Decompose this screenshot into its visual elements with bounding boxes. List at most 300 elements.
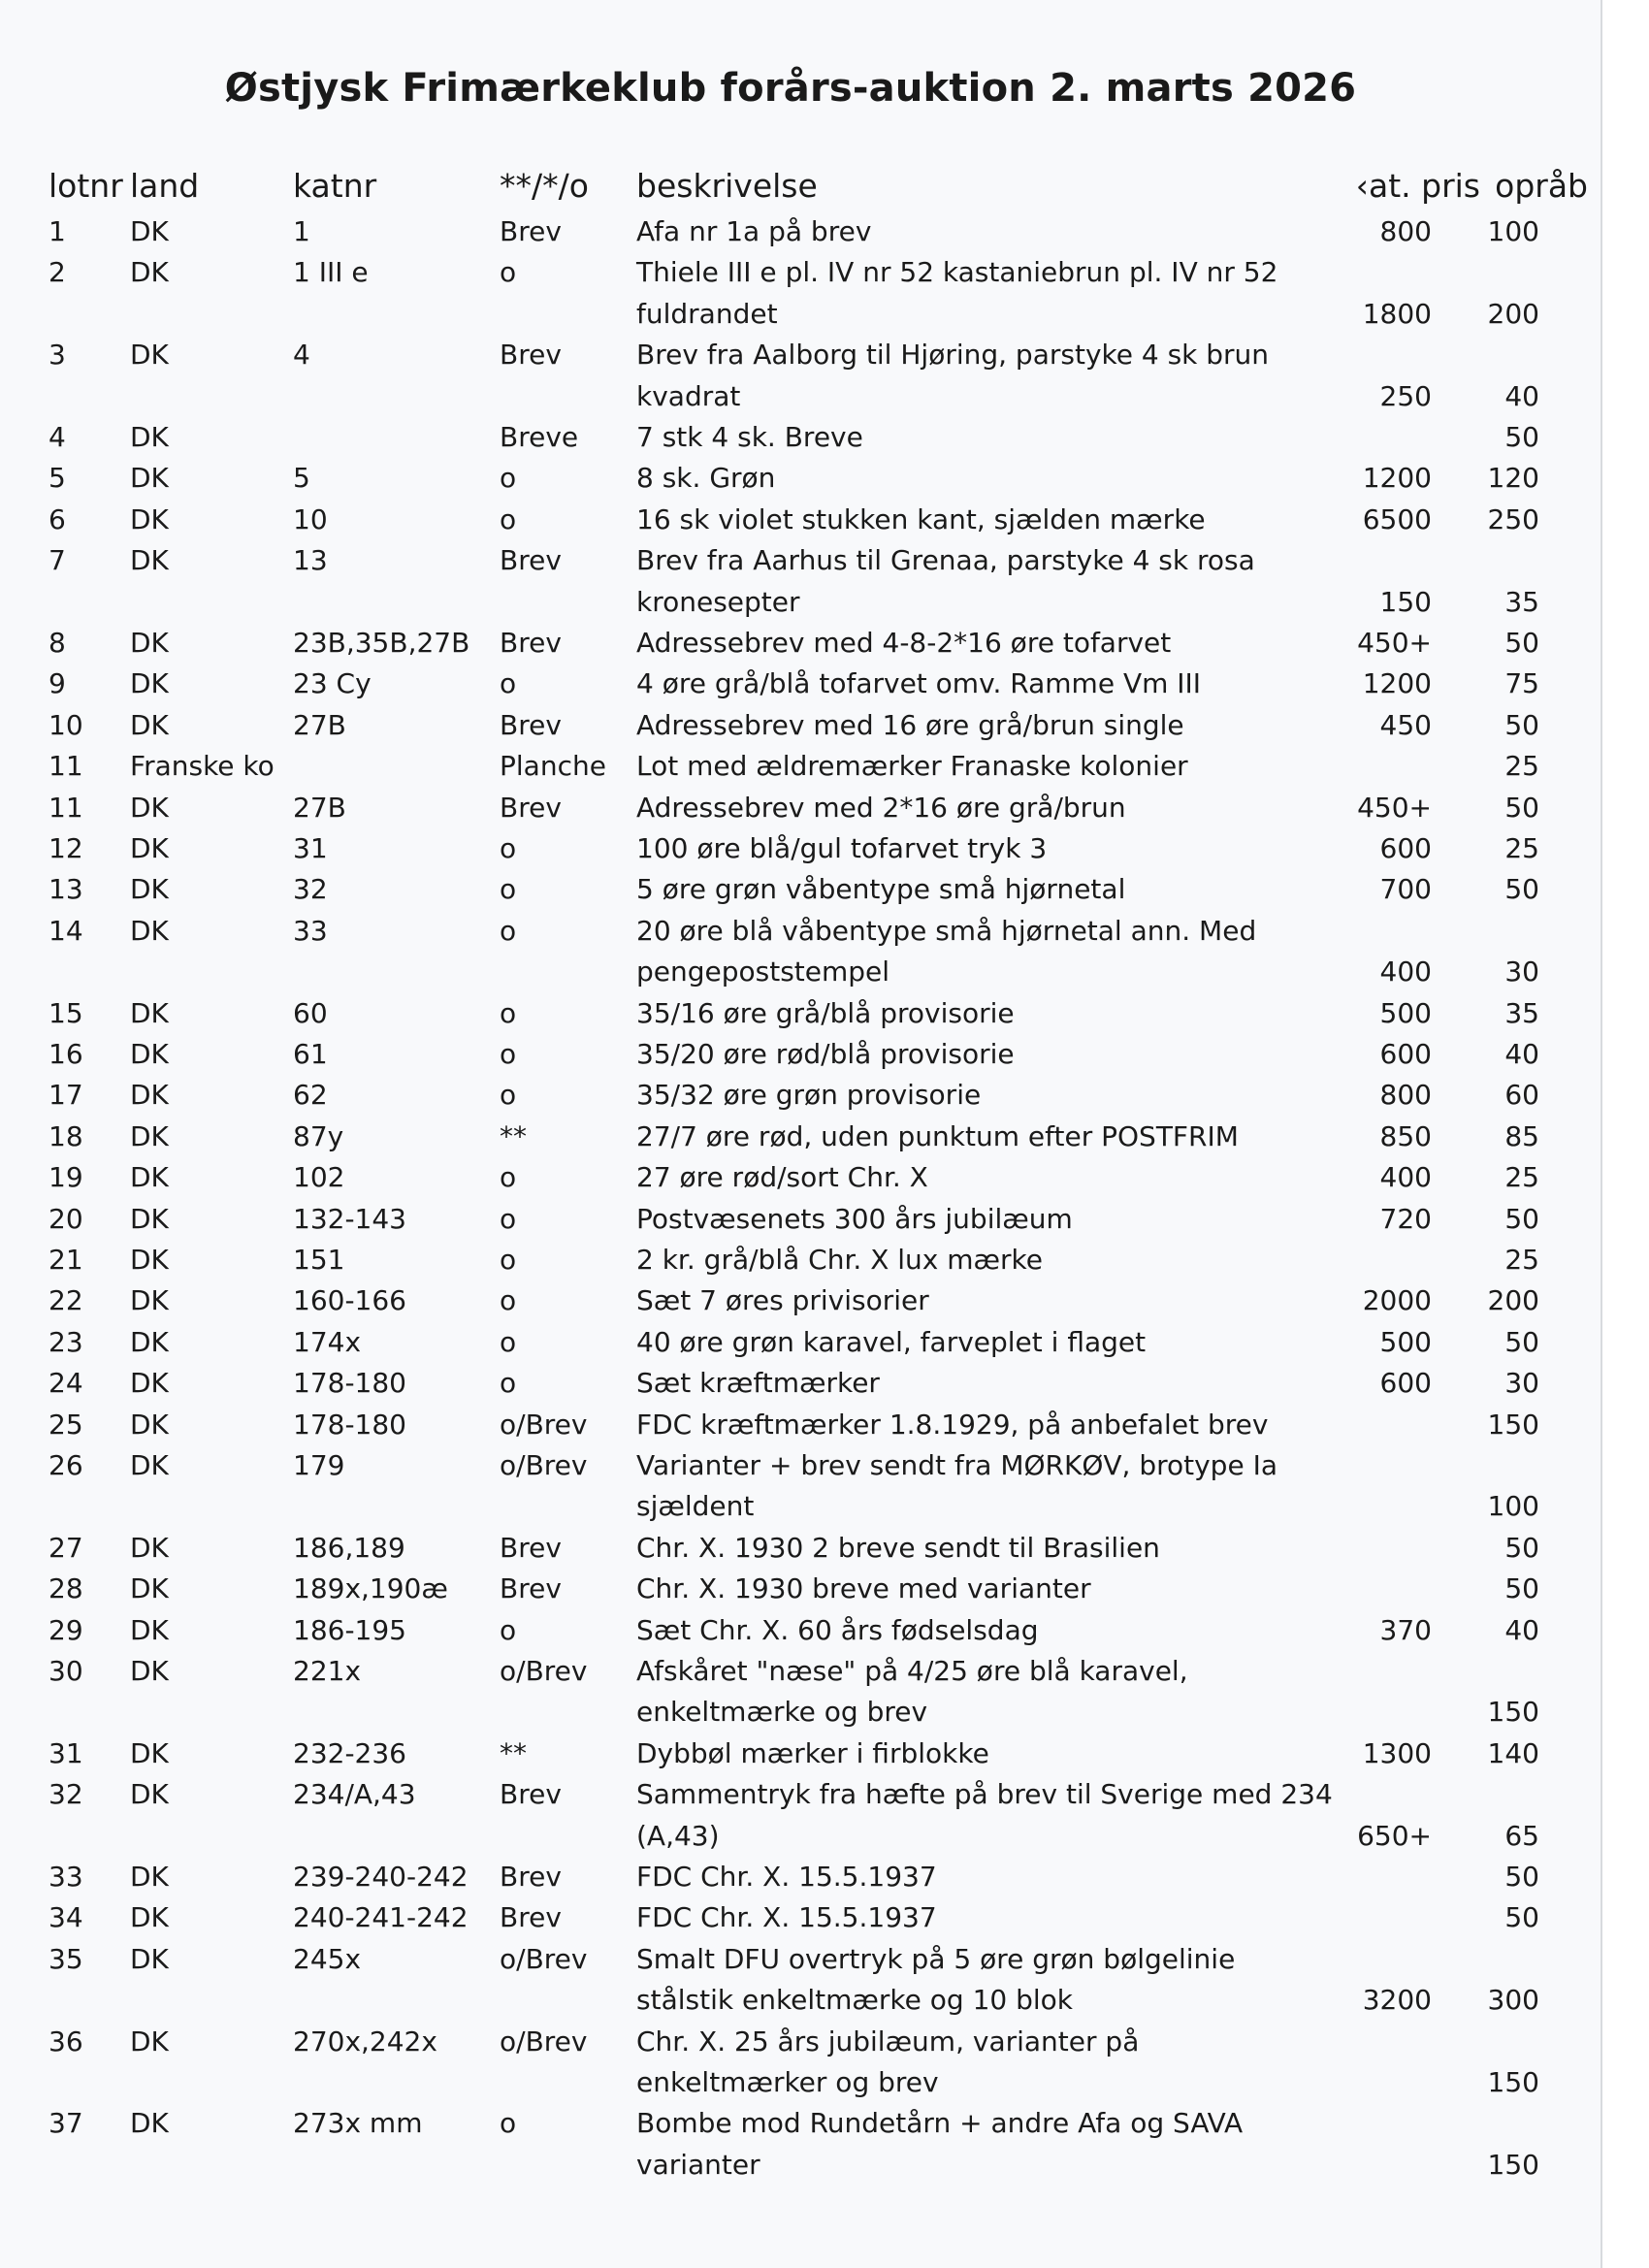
lot-catalog-number: 1 [293, 215, 310, 247]
lot-catalog-price: 1200 [1362, 462, 1432, 495]
lot-country: DK [130, 462, 169, 495]
lot-catalog-price: 450 [1379, 708, 1432, 741]
lot-catalog-price: 450+ [1357, 627, 1432, 659]
lot-condition: Brev [500, 215, 562, 247]
lot-catalog-number: 27B [293, 791, 346, 824]
lot-number: 30 [48, 1655, 83, 1687]
lot-starting-bid: 35 [1504, 585, 1539, 618]
lot-description-line: Adressebrev med 2*16 øre grå/brun [636, 791, 1126, 824]
lot-description-line: Brev fra Aalborg til Hjøring, parstyke 4 sk brun [636, 339, 1270, 372]
lot-description-line: 100 øre blå/gul tofarvet tryk 3 [636, 832, 1048, 864]
lot-starting-bid: 75 [1504, 667, 1539, 700]
lot-row [0, 828, 1600, 869]
lot-condition: o [500, 914, 517, 947]
lot-number: 11 [48, 791, 83, 824]
lot-catalog-number: 178-180 [293, 1367, 406, 1400]
lot-catalog-number: 179 [293, 1449, 345, 1481]
lot-description-line: 35/20 øre rød/blå provisorie [636, 1038, 1015, 1070]
lot-number: 6 [48, 502, 66, 535]
lot-starting-bid: 25 [1504, 1244, 1539, 1276]
lot-condition: o [500, 832, 517, 864]
lot-starting-bid: 50 [1504, 1202, 1539, 1235]
lot-condition: o [500, 2107, 517, 2140]
lot-description-line: 40 øre grøn karavel, farveplet i flaget [636, 1325, 1147, 1358]
lot-country: DK [130, 215, 169, 247]
lot-country: DK [130, 1119, 169, 1152]
lot-catalog-number: 234/A,43 [293, 1778, 416, 1811]
header-katnr: katnr [293, 167, 377, 205]
lot-description-line: pengepoststempel [636, 956, 890, 988]
lot-number: 26 [48, 1449, 83, 1481]
lot-row [0, 1280, 1600, 1321]
lot-condition: Brev [500, 791, 562, 824]
lot-description-line: 35/32 øre grøn provisorie [636, 1079, 982, 1112]
lot-description-line: kvadrat [636, 379, 741, 412]
lot-number: 14 [48, 914, 83, 947]
lot-row [0, 1569, 1600, 1609]
lot-row [0, 911, 1600, 993]
lot-description-line: Chr. X. 1930 2 breve sendt til Brasilien [636, 1531, 1160, 1564]
lot-description-line: Sæt kræftmærker [636, 1367, 880, 1400]
lot-row [0, 664, 1600, 704]
lot-country: DK [130, 2107, 169, 2140]
lot-condition: o [500, 873, 517, 906]
lot-condition: Breve [500, 421, 579, 453]
lot-catalog-price: 250 [1379, 379, 1432, 412]
lot-country: DK [130, 1038, 169, 1070]
lot-number: 27 [48, 1531, 83, 1564]
lot-catalog-number: 221x [293, 1655, 362, 1687]
lot-starting-bid: 50 [1504, 791, 1539, 824]
lot-condition: o/Brev [500, 1408, 588, 1441]
lot-catalog-price: 720 [1379, 1202, 1432, 1235]
lot-condition: Brev [500, 339, 562, 372]
lot-starting-bid: 150 [1487, 2148, 1539, 2181]
lot-condition: o [500, 1244, 517, 1276]
lot-country: DK [130, 996, 169, 1029]
lot-country: DK [130, 1861, 169, 1893]
lot-catalog-number: 87y [293, 1119, 344, 1152]
lot-row [0, 993, 1600, 1034]
lot-catalog-price: 400 [1379, 956, 1432, 988]
lot-description-line: Sammentryk fra hæfte på brev til Sverige med 234 [636, 1778, 1333, 1811]
lot-starting-bid: 50 [1504, 1901, 1539, 1934]
lot-catalog-number: 10 [293, 502, 328, 535]
lot-starting-bid: 50 [1504, 1572, 1539, 1605]
lot-number: 4 [48, 421, 66, 453]
lot-row [0, 1445, 1600, 1528]
lot-starting-bid: 65 [1504, 1819, 1539, 1852]
lot-description-line: Chr. X. 1930 breve med varianter [636, 1572, 1091, 1605]
lot-starting-bid: 50 [1504, 1325, 1539, 1358]
lot-description-line: Adressebrev med 4-8-2*16 øre tofarvet [636, 627, 1172, 659]
lot-catalog-number: 232-236 [293, 1736, 406, 1769]
lot-starting-bid: 25 [1504, 1161, 1539, 1194]
lot-condition: o/Brev [500, 1655, 588, 1687]
header-beskrivelse: beskrivelse [636, 167, 818, 205]
lot-starting-bid: 150 [1487, 2065, 1539, 2098]
lot-catalog-number: 102 [293, 1161, 345, 1194]
lot-row [0, 705, 1600, 746]
lot-condition: o/Brev [500, 2025, 588, 2057]
lot-starting-bid: 35 [1504, 996, 1539, 1029]
lot-number: 7 [48, 544, 66, 577]
lot-catalog-price: 400 [1379, 1161, 1432, 1194]
lot-catalog-number: 60 [293, 996, 328, 1029]
lot-row [0, 1075, 1600, 1116]
lot-catalog-number: 151 [293, 1244, 345, 1276]
lot-catalog-price: 800 [1379, 215, 1432, 247]
lot-catalog-number: 1 III e [293, 256, 369, 289]
lot-description-line: Afa nr 1a på brev [636, 215, 872, 247]
lot-description-line: kronesepter [636, 585, 800, 618]
lot-catalog-price: 600 [1379, 1038, 1432, 1070]
lot-catalog-price: 370 [1379, 1613, 1432, 1646]
lot-starting-bid: 50 [1504, 708, 1539, 741]
lot-row [0, 1939, 1600, 2022]
lot-description-line: FDC Chr. X. 15.5.1937 [636, 1861, 937, 1893]
lot-country: DK [130, 667, 169, 700]
lot-condition: Brev [500, 1901, 562, 1934]
lot-description-line: Smalt DFU overtryk på 5 øre grøn bølgelinie [636, 1942, 1236, 1975]
lot-condition: o [500, 667, 517, 700]
lot-row [0, 2022, 1600, 2104]
lot-condition: o/Brev [500, 1449, 588, 1481]
lot-number: 33 [48, 1861, 83, 1893]
lot-catalog-number: 239-240-242 [293, 1861, 469, 1893]
lot-number: 28 [48, 1572, 83, 1605]
lot-catalog-price: 650+ [1357, 1819, 1432, 1852]
page-title: Østjysk Frimærkeklub forårs-auktion 2. marts 2026 [224, 66, 1357, 111]
lot-number: 1 [48, 215, 66, 247]
lot-starting-bid: 200 [1487, 1284, 1539, 1317]
lot-condition: Brev [500, 544, 562, 577]
lot-number: 24 [48, 1367, 83, 1400]
lot-condition: ** [500, 1736, 527, 1769]
lot-country: DK [130, 708, 169, 741]
lot-description-line: enkeltmærker og brev [636, 2065, 939, 2098]
lot-number: 16 [48, 1038, 83, 1070]
lot-catalog-number: 174x [293, 1325, 362, 1358]
lot-country: DK [130, 1202, 169, 1235]
lot-country: DK [130, 791, 169, 824]
lot-condition: Brev [500, 708, 562, 741]
lot-country: DK [130, 1531, 169, 1564]
lot-description-line: 7 stk 4 sk. Breve [636, 421, 863, 453]
lot-number: 19 [48, 1161, 83, 1194]
lot-starting-bid: 50 [1504, 1861, 1539, 1893]
lot-condition: Brev [500, 627, 562, 659]
lot-catalog-number: 245x [293, 1942, 362, 1975]
lot-number: 31 [48, 1736, 83, 1769]
lot-number: 11 [48, 750, 83, 783]
lot-description-line: Varianter + brev sendt fra MØRKØV, brotype Ia [636, 1449, 1277, 1481]
lot-catalog-number: 189x,190æ [293, 1572, 448, 1605]
lot-country: DK [130, 1572, 169, 1605]
scan-edge [1600, 0, 1649, 2268]
lot-catalog-price: 450+ [1357, 791, 1432, 824]
lot-row [0, 1897, 1600, 1938]
lot-starting-bid: 25 [1504, 832, 1539, 864]
lot-condition: o [500, 1284, 517, 1317]
lot-number: 18 [48, 1119, 83, 1152]
lot-row [0, 458, 1600, 499]
lot-row [0, 1774, 1600, 1857]
lot-condition: Planche [500, 750, 606, 783]
lot-condition: o/Brev [500, 1942, 588, 1975]
lot-condition: Brev [500, 1572, 562, 1605]
lot-number: 21 [48, 1244, 83, 1276]
lot-number: 3 [48, 339, 66, 372]
lot-number: 15 [48, 996, 83, 1029]
lot-catalog-number: 62 [293, 1079, 328, 1112]
lot-country: DK [130, 914, 169, 947]
lot-country: DK [130, 2025, 169, 2057]
lot-catalog-price: 500 [1379, 996, 1432, 1029]
lot-country: DK [130, 1079, 169, 1112]
lot-condition: o [500, 502, 517, 535]
lot-starting-bid: 40 [1504, 1613, 1539, 1646]
lot-description-line: stålstik enkeltmærke og 10 blok [636, 1984, 1073, 2017]
lot-country: DK [130, 256, 169, 289]
lot-condition: Brev [500, 1861, 562, 1893]
lot-condition: o [500, 1202, 517, 1235]
lot-row [0, 2103, 1600, 2186]
lot-description-line: 35/16 øre grå/blå provisorie [636, 996, 1015, 1029]
lot-row [0, 788, 1600, 828]
lot-description-line: Bombe mod Rundetårn + andre Afa og SAVA [636, 2107, 1244, 2140]
lot-starting-bid: 150 [1487, 1696, 1539, 1729]
lot-catalog-number: 33 [293, 914, 328, 947]
lot-starting-bid: 85 [1504, 1119, 1539, 1152]
lot-country: DK [130, 1778, 169, 1811]
lot-country: DK [130, 1161, 169, 1194]
lot-catalog-price: 700 [1379, 873, 1432, 906]
header-katpris: ‹at. pris [1355, 167, 1480, 205]
lot-catalog-number: 186,189 [293, 1531, 405, 1564]
lot-description-line: 5 øre grøn våbentype små hjørnetal [636, 873, 1126, 906]
lot-number: 17 [48, 1079, 83, 1112]
lot-description-line: fuldrandet [636, 297, 778, 330]
lot-number: 34 [48, 1901, 83, 1934]
lot-description-line: Adressebrev med 16 øre grå/brun single [636, 708, 1184, 741]
lot-country: DK [130, 1284, 169, 1317]
lot-row [0, 1528, 1600, 1569]
lot-condition: o [500, 256, 517, 289]
lot-number: 20 [48, 1202, 83, 1235]
lot-row [0, 1610, 1600, 1651]
lot-row [0, 1733, 1600, 1774]
lot-number: 32 [48, 1778, 83, 1811]
lot-catalog-number: 27B [293, 708, 346, 741]
lot-description-line: Sæt 7 øres privisorier [636, 1284, 929, 1317]
lot-description-line: Postvæsenets 300 års jubilæum [636, 1202, 1073, 1235]
lot-country: DK [130, 339, 169, 372]
lot-row [0, 417, 1600, 458]
lot-description-line: 8 sk. Grøn [636, 462, 776, 495]
lot-catalog-number: 240-241-242 [293, 1901, 469, 1934]
lot-country: Franske ko [130, 750, 275, 783]
lot-condition: ** [500, 1119, 527, 1152]
lot-row [0, 623, 1600, 664]
lot-description-line: Afskåret "næse" på 4/25 øre blå karavel, [636, 1655, 1188, 1687]
header-land: land [130, 167, 200, 205]
lot-catalog-price: 800 [1379, 1079, 1432, 1112]
lot-number: 36 [48, 2025, 83, 2057]
lot-row [0, 1034, 1600, 1075]
lot-condition: Brev [500, 1778, 562, 1811]
lot-description-line: 2 kr. grå/blå Chr. X lux mærke [636, 1244, 1044, 1276]
lot-country: DK [130, 1244, 169, 1276]
lot-catalog-price: 150 [1379, 585, 1432, 618]
lot-description-line: Dybbøl mærker i firblokke [636, 1736, 989, 1769]
lot-starting-bid: 200 [1487, 297, 1539, 330]
lot-row [0, 211, 1600, 252]
lot-starting-bid: 50 [1504, 1531, 1539, 1564]
lot-country: DK [130, 1613, 169, 1646]
lot-catalog-price: 2000 [1362, 1284, 1432, 1317]
lot-description-line: varianter [636, 2148, 760, 2181]
lot-country: DK [130, 1408, 169, 1441]
lot-row [0, 746, 1600, 787]
lot-catalog-number: 31 [293, 832, 328, 864]
lot-row [0, 1240, 1600, 1280]
header-condition: **/*/o [500, 167, 589, 205]
lot-country: DK [130, 421, 169, 453]
lot-catalog-number: 273x mm [293, 2107, 423, 2140]
lot-row [0, 1363, 1600, 1404]
header-opraab: opråb [1495, 167, 1588, 205]
lot-catalog-number: 13 [293, 544, 328, 577]
lot-catalog-price: 3200 [1362, 1984, 1432, 2017]
lot-starting-bid: 40 [1504, 1038, 1539, 1070]
lot-catalog-number: 23 Cy [293, 667, 372, 700]
lot-description-line: sjældent [636, 1490, 755, 1523]
lot-catalog-price: 600 [1379, 1367, 1432, 1400]
lot-condition: o [500, 1079, 517, 1112]
lot-country: DK [130, 832, 169, 864]
lot-catalog-number: 186-195 [293, 1613, 406, 1646]
lot-catalog-number: 23B,35B,27B [293, 627, 470, 659]
lot-description-line: Thiele III e pl. IV nr 52 kastaniebrun pl. IV nr 52 [636, 256, 1278, 289]
lot-starting-bid: 50 [1504, 421, 1539, 453]
header-lotnr: lotnr [48, 167, 123, 205]
lot-condition: o [500, 1613, 517, 1646]
lot-country: DK [130, 1449, 169, 1481]
lot-country: DK [130, 502, 169, 535]
lot-country: DK [130, 1901, 169, 1934]
lot-country: DK [130, 627, 169, 659]
lot-row [0, 1322, 1600, 1363]
lot-row [0, 1857, 1600, 1897]
lot-condition: o [500, 1325, 517, 1358]
lot-starting-bid: 25 [1504, 750, 1539, 783]
lot-catalog-number: 132-143 [293, 1202, 406, 1235]
lot-catalog-number: 32 [293, 873, 328, 906]
lot-row [0, 1199, 1600, 1240]
lot-country: DK [130, 1942, 169, 1975]
lot-catalog-price: 6500 [1362, 502, 1432, 535]
lot-description-line: Brev fra Aarhus til Grenaa, parstyke 4 sk rosa [636, 544, 1255, 577]
lot-row [0, 540, 1600, 623]
lot-country: DK [130, 873, 169, 906]
lot-description-line: FDC Chr. X. 15.5.1937 [636, 1901, 937, 1934]
lot-row [0, 335, 1600, 417]
lot-starting-bid: 100 [1487, 215, 1539, 247]
lot-row [0, 1651, 1600, 1733]
lot-condition: o [500, 462, 517, 495]
lot-catalog-price: 600 [1379, 832, 1432, 864]
lot-starting-bid: 150 [1487, 1408, 1539, 1441]
lot-description-line: (A,43) [636, 1819, 720, 1852]
lot-catalog-number: 160-166 [293, 1284, 406, 1317]
lot-starting-bid: 250 [1487, 502, 1539, 535]
lot-starting-bid: 100 [1487, 1490, 1539, 1523]
lot-catalog-number: 270x,242x [293, 2025, 437, 2057]
lot-description-line: enkeltmærke og brev [636, 1696, 928, 1729]
lot-starting-bid: 30 [1504, 1367, 1539, 1400]
lot-catalog-price: 500 [1379, 1325, 1432, 1358]
lot-starting-bid: 60 [1504, 1079, 1539, 1112]
lot-number: 35 [48, 1942, 83, 1975]
lot-country: DK [130, 544, 169, 577]
lot-starting-bid: 140 [1487, 1736, 1539, 1769]
lot-description-line: 27 øre rød/sort Chr. X [636, 1161, 928, 1194]
lot-description-line: 4 øre grå/blå tofarvet omv. Ramme Vm III [636, 667, 1202, 700]
lot-number: 2 [48, 256, 66, 289]
lot-number: 12 [48, 832, 83, 864]
lot-row [0, 1405, 1600, 1445]
lot-row [0, 1157, 1600, 1198]
lot-condition: o [500, 1367, 517, 1400]
lot-condition: o [500, 996, 517, 1029]
lot-row [0, 869, 1600, 910]
lot-description-line: Chr. X. 25 års jubilæum, varianter på [636, 2025, 1140, 2057]
lot-catalog-number: 178-180 [293, 1408, 406, 1441]
lot-number: 23 [48, 1325, 83, 1358]
lot-number: 9 [48, 667, 66, 700]
lot-number: 25 [48, 1408, 83, 1441]
lot-catalog-number: 61 [293, 1038, 328, 1070]
lot-starting-bid: 30 [1504, 956, 1539, 988]
lot-catalog-number: 4 [293, 339, 310, 372]
lot-starting-bid: 50 [1504, 873, 1539, 906]
lot-starting-bid: 300 [1487, 1984, 1539, 2017]
lot-number: 29 [48, 1613, 83, 1646]
lot-country: DK [130, 1655, 169, 1687]
lot-number: 22 [48, 1284, 83, 1317]
lot-number: 13 [48, 873, 83, 906]
lot-catalog-price: 1300 [1362, 1736, 1432, 1769]
lot-description-line: 16 sk violet stukken kant, sjælden mærke [636, 502, 1206, 535]
lot-condition: o [500, 1038, 517, 1070]
lot-row [0, 1117, 1600, 1157]
lot-description-line: Lot med ældremærker Franaske kolonier [636, 750, 1188, 783]
lot-number: 5 [48, 462, 66, 495]
lot-starting-bid: 50 [1504, 627, 1539, 659]
lot-starting-bid: 120 [1487, 462, 1539, 495]
lot-description-line: Sæt Chr. X. 60 års fødselsdag [636, 1613, 1039, 1646]
lot-description-line: FDC kræftmærker 1.8.1929, på anbefalet brev [636, 1408, 1269, 1441]
lot-country: DK [130, 1736, 169, 1769]
lot-number: 37 [48, 2107, 83, 2140]
lot-description-line: 20 øre blå våbentype små hjørnetal ann. Med [636, 914, 1257, 947]
lot-condition: o [500, 1161, 517, 1194]
lot-description-line: 27/7 øre rød, uden punktum efter POSTFRIM [636, 1119, 1239, 1152]
lot-catalog-price: 1200 [1362, 667, 1432, 700]
lot-condition: Brev [500, 1531, 562, 1564]
lot-starting-bid: 40 [1504, 379, 1539, 412]
